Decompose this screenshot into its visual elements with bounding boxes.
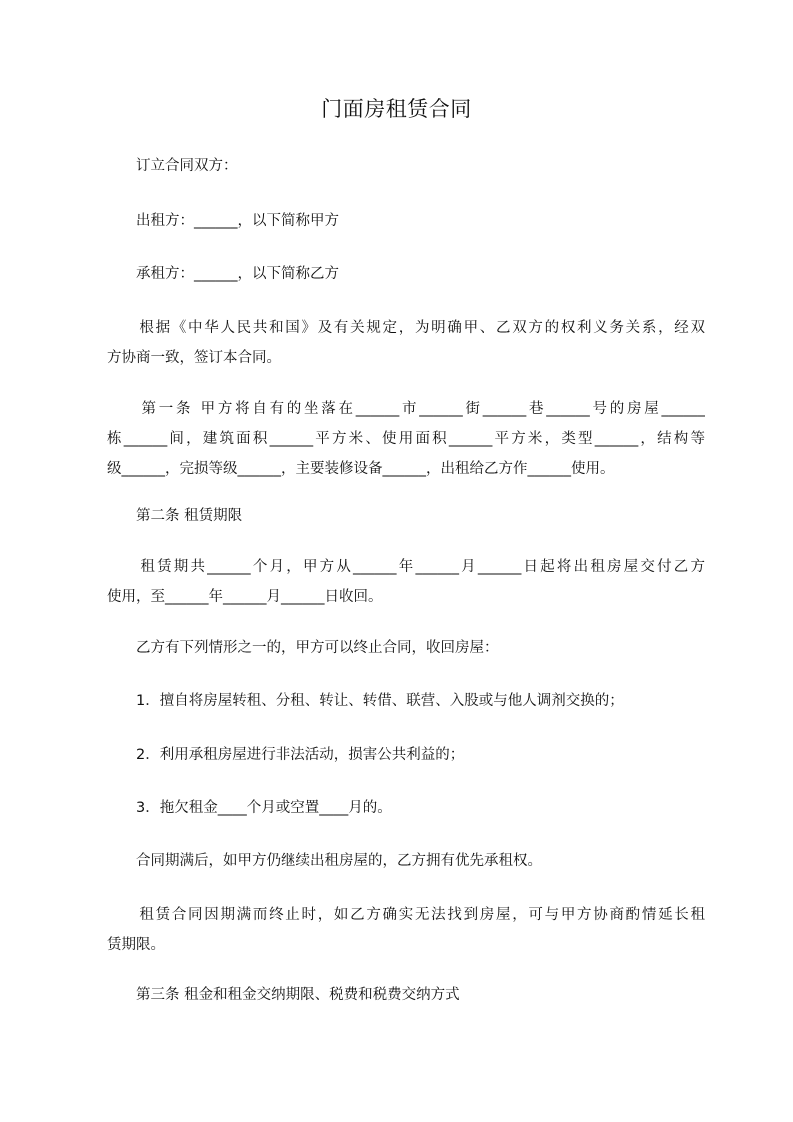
paragraph-renewal-priority	[107, 846, 705, 876]
paragraph-line: 级______，完损等级______，主要装修设备______，出租给乙方作______使用。	[107, 461, 615, 477]
paragraph-line: 1．擅自将房屋转租、分租、转让、转借、联营、入股或与他人调剂交换的；	[107, 693, 624, 709]
paragraph-line: 合同期满后，如甲方仍继续出租房屋的，乙方拥有优先承租权。	[107, 853, 542, 869]
paragraph-line: 乙方有下列情形之一的，甲方可以终止合同，收回房屋：	[107, 640, 499, 656]
paragraph-line: 租赁期共______个月，甲方从______年______月______日起将出租房屋交付乙方	[107, 559, 705, 575]
paragraph-line: 第二条 租赁期限	[107, 508, 243, 524]
paragraph-lessee	[107, 259, 705, 289]
paragraph-lessor	[107, 206, 705, 236]
paragraph-line: 2．利用承租房屋进行非法活动，损害公共利益的；	[107, 747, 465, 763]
paragraph-extension	[107, 900, 705, 960]
list-item-termination-1	[107, 686, 705, 716]
paragraph-line: 方协商一致，签订本合同。	[107, 350, 281, 366]
paragraph-line: 3．拖欠租金____个月或空置____月的。	[107, 800, 392, 816]
list-item-termination-3	[107, 793, 705, 823]
paragraph-preamble	[107, 313, 705, 373]
paragraph-line: 订立合同双方：	[107, 158, 238, 174]
paragraph-line: 栋______间，建筑面积______平方米、使用面积______平方米，类型______，结构等	[107, 431, 705, 447]
paragraph-line: 赁期限。	[107, 937, 165, 953]
paragraph-line: 第三条 租金和租金交纳期限、税费和税费交纳方式	[107, 987, 460, 1003]
article-2-heading	[107, 501, 705, 531]
paragraph-parties-intro	[107, 151, 705, 181]
paragraph-termination-intro	[107, 633, 705, 663]
paragraph-line: 第一条 甲方将自有的坐落在______市______街______巷______号的房屋______	[107, 401, 705, 417]
article-3-heading	[107, 980, 705, 1010]
paragraph-lease-term	[107, 552, 705, 612]
paragraph-line: 使用，至______年______月______日收回。	[107, 589, 383, 605]
list-item-termination-2	[107, 740, 705, 770]
paragraph-line: 出租方：______，以下简称甲方	[107, 213, 339, 229]
paragraph-line: 根据《中华人民共和国》及有关规定，为明确甲、乙双方的权利义务关系，经双	[107, 320, 705, 336]
article-1-premises	[107, 394, 705, 484]
paragraph-line: 承租方：______，以下简称乙方	[107, 266, 339, 282]
paragraph-line: 租赁合同因期满而终止时，如乙方确实无法找到房屋，可与甲方协商酌情延长租	[107, 907, 705, 923]
document-title: 门面房租赁合同	[321, 97, 472, 121]
